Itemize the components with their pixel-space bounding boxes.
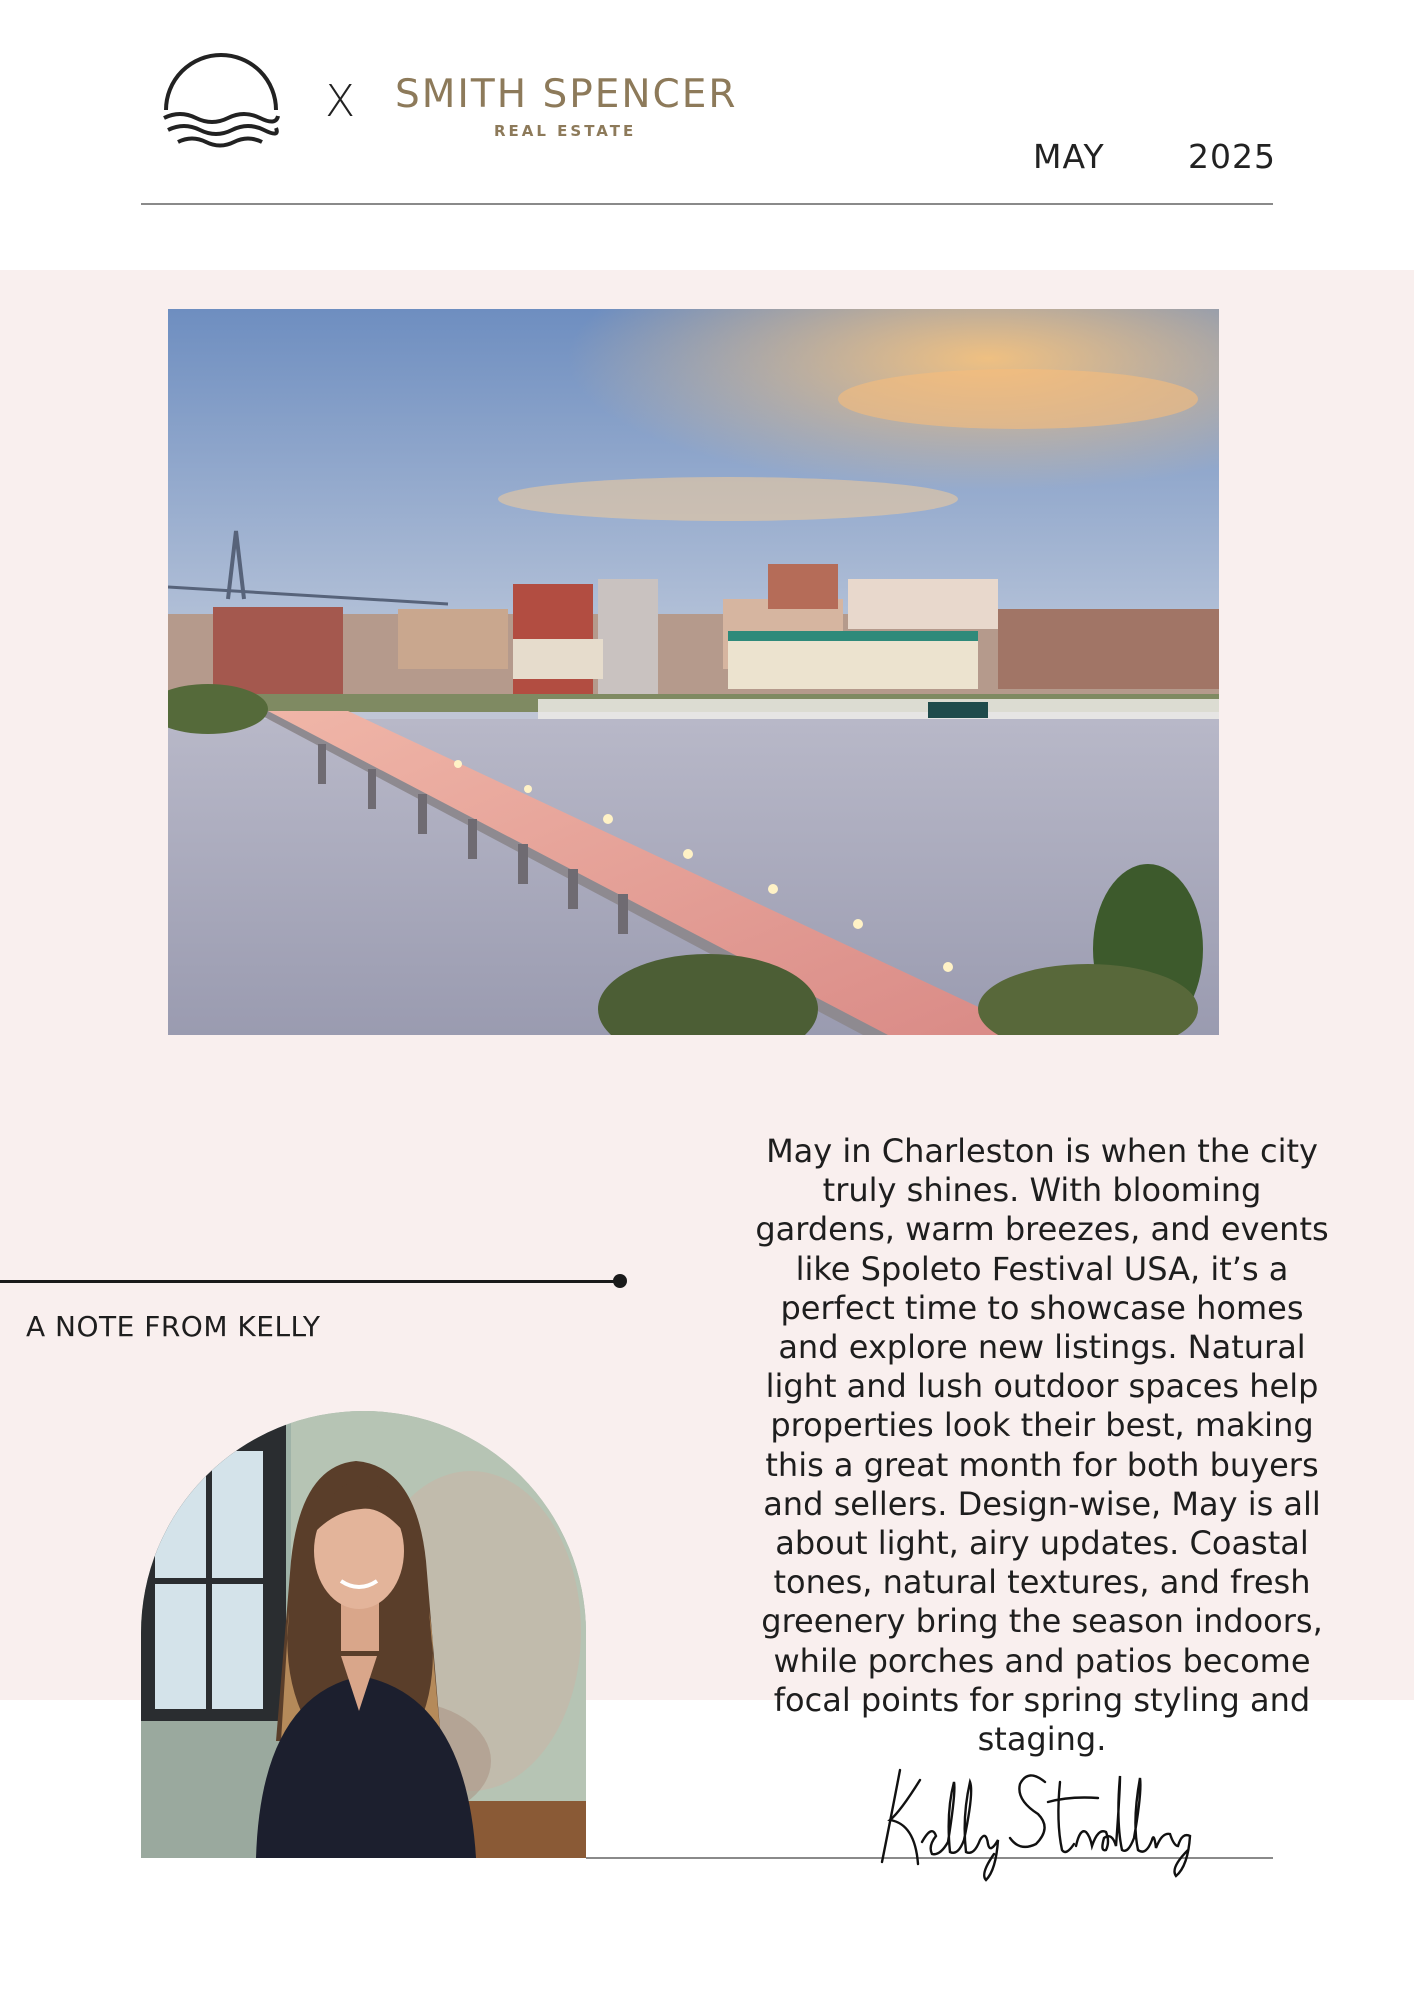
sun-over-waves-icon (160, 30, 282, 150)
kelly-signature (870, 1762, 1215, 1882)
note-body-text: May in Charleston is when the city truly shines. With blooming gardens, warm breezes, and events like Spoleto Festival USA, it’s a perfect time to showcase homes and explore new listings. Natural light and lush outdoor spaces help properties look their best, making this a great month for both buyers and sellers. Design-wise, May is all about light, airy updates. Coastal tones, natural textures, and fresh greenery bring the season indoors, while porches and patios become focal points for spring styling and staging. (755, 1132, 1329, 1759)
issue-year: 2025 (1188, 137, 1276, 176)
charleston-skyline-photo (168, 309, 1219, 1035)
kelly-portrait-photo (141, 1411, 586, 1858)
note-heading: A NOTE FROM KELLY (26, 1310, 321, 1343)
header-divider (141, 203, 1273, 205)
note-divider-line (0, 1280, 620, 1283)
note-divider-dot (613, 1274, 627, 1288)
logo-separator: X (325, 76, 356, 127)
brand-name: SMITH SPENCER (395, 72, 738, 117)
issue-month: MAY (1033, 137, 1105, 176)
brand-subtitle: REAL ESTATE (494, 122, 637, 140)
